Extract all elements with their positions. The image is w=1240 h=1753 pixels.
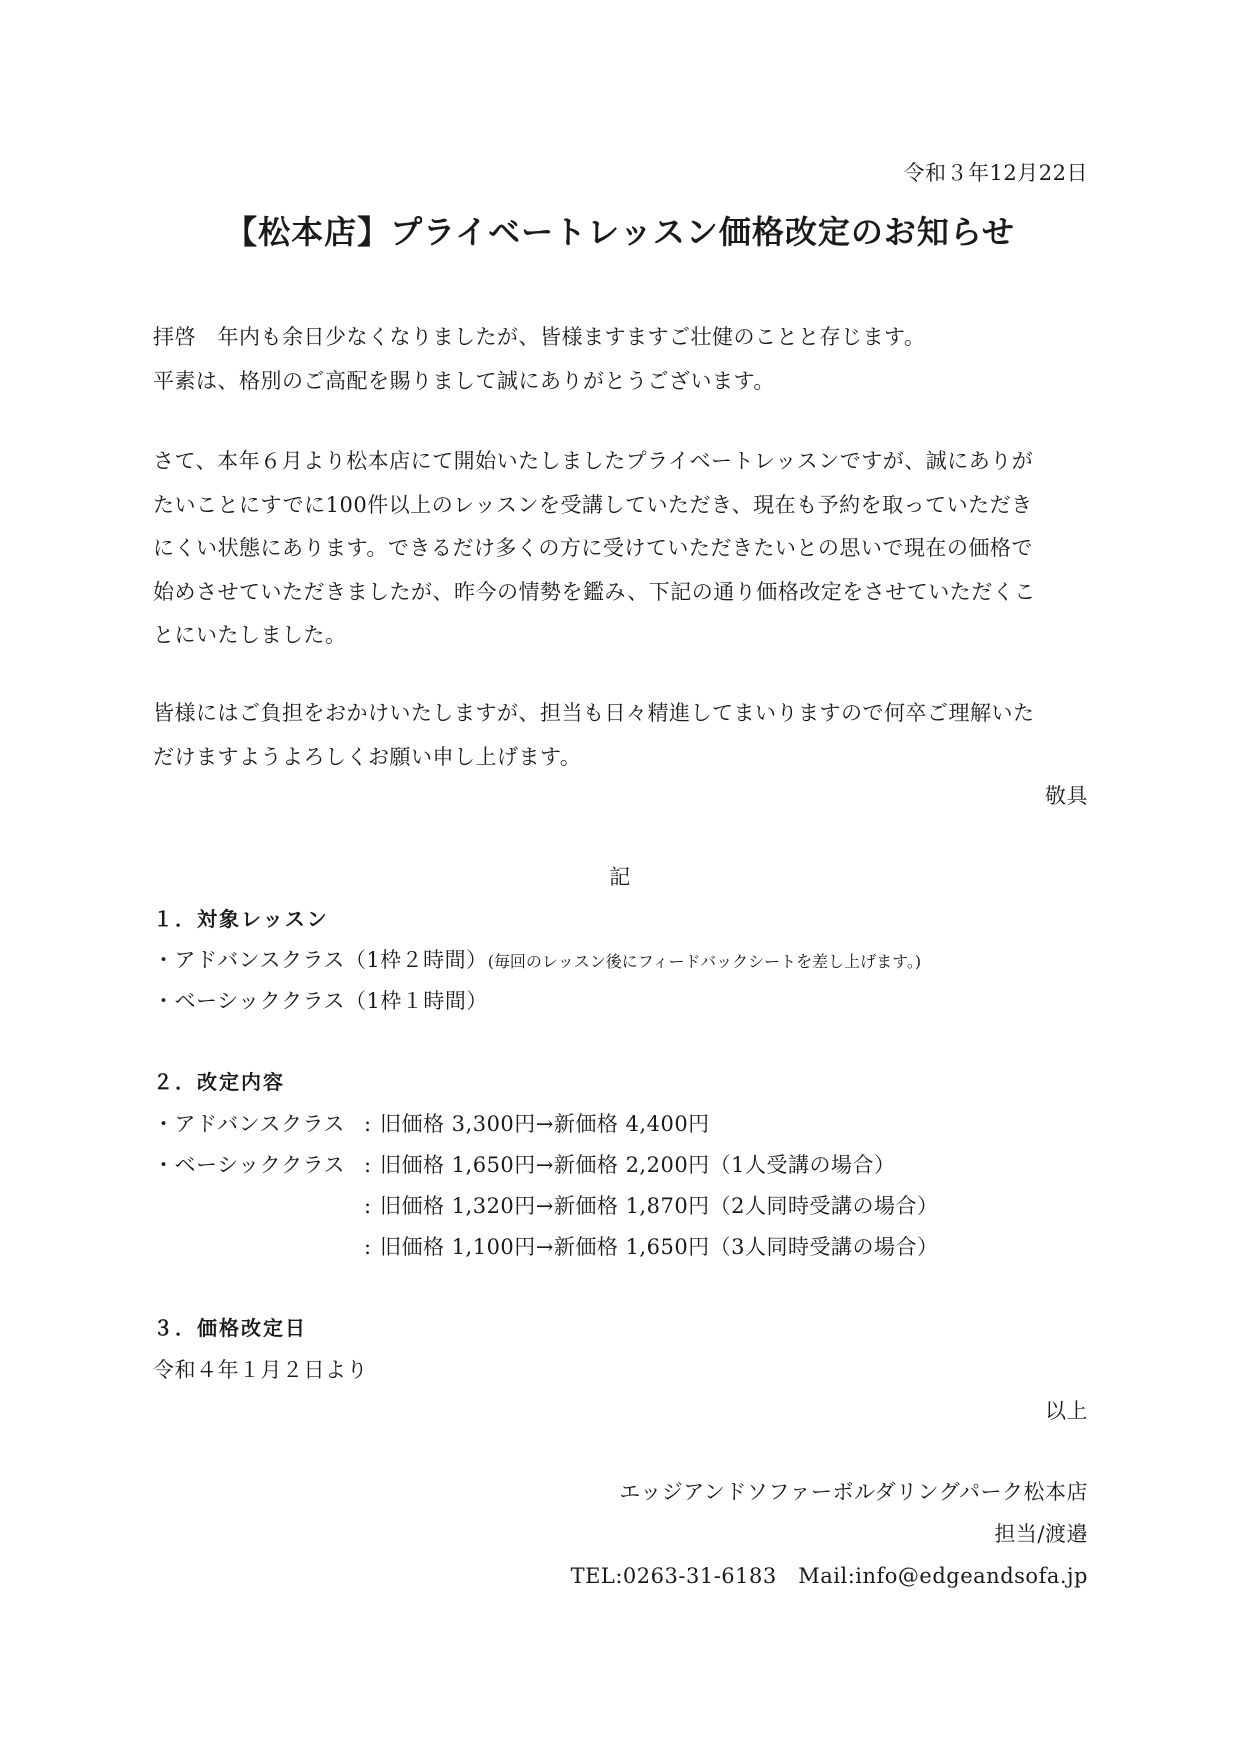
- greeting-line: 平素は、格別のご高配を賜りまして誠にありがとうございます。: [153, 368, 775, 393]
- closing-line: だけますようよろしくお願い申し上げます。: [153, 744, 582, 769]
- effective-date: 令和４年１月２日より: [153, 1358, 368, 1382]
- keigu-closing: 敬具: [1045, 784, 1088, 808]
- section1-item: [153, 945, 921, 977]
- body-line: さて、本年６月より松本店にて開始いたしましたプライベートレッスンですが、誠にありが: [153, 449, 1034, 473]
- signature-company: エッジアンドソファーボルダリングパーク松本店: [619, 1480, 1088, 1504]
- signature-contact: TEL:0263-31-6183 Mail:info@edgeandsofa.jp: [570, 1564, 1088, 1588]
- body-line: たいことにすでに100件以上のレッスンを受講していただき、現在も予約を取っていただき: [153, 492, 1033, 517]
- price-row-value: 旧価格 3,300円→新価格 4,400円: [380, 1112, 710, 1136]
- body-line: とにいたしました。: [153, 623, 347, 647]
- price-row-value: 旧価格 1,650円→新価格 2,200円（1人受講の場合）: [380, 1153, 896, 1177]
- body-line: にくい状態にあります。できるだけ多くの方に受けていただきたいとの思いで現在の価格で: [153, 536, 1033, 560]
- price-row-colon: :: [364, 1235, 372, 1259]
- document-date: 令和３年12月22日: [903, 161, 1088, 185]
- ijou-closing: 以上: [1045, 1399, 1088, 1423]
- price-row-label: ・アドバンスクラス: [153, 1112, 345, 1136]
- signature-staff: 担当/渡邉: [994, 1522, 1088, 1546]
- document-title: 【松本店】プライベートレッスン価格改定のお知らせ: [225, 213, 1015, 251]
- section1-heading: １．対象レッスン: [153, 907, 329, 931]
- section1-item: ・ベーシッククラス（1枠１時間）: [153, 989, 488, 1013]
- price-row-value: 旧価格 1,100円→新価格 1,650円（3人同時受講の場合）: [380, 1235, 939, 1259]
- price-row-colon: :: [364, 1153, 372, 1177]
- section3-heading: ３．価格改定日: [153, 1316, 307, 1340]
- closing-line: 皆様にはご負担をおかけいたしますが、担当も日々精進してまいりますので何卒ご理解いた: [153, 701, 1035, 725]
- section2-heading: ２．改定内容: [153, 1070, 285, 1094]
- greeting-paragraph: [153, 316, 1093, 403]
- price-row-label: ・ベーシッククラス: [153, 1153, 346, 1177]
- price-row-colon: :: [364, 1194, 372, 1218]
- price-row-colon: :: [364, 1112, 372, 1136]
- closing-paragraph: [153, 692, 1093, 779]
- greeting-line: 拝啓 年内も余日少なくなりましたが、皆様ますますご壮健のことと存じます。: [153, 325, 926, 349]
- section1-item-label: ・アドバンスクラス（1枠２時間）: [153, 948, 488, 972]
- price-row-value: 旧価格 1,320円→新価格 1,870円（2人同時受講の場合）: [380, 1194, 939, 1218]
- ki-marker: 記: [609, 865, 631, 889]
- body-line: 始めさせていただきましたが、昨今の情勢を鑑み、下記の通り価格改定をさせていただくこ: [153, 579, 1036, 604]
- section1-item-note: (毎回のレッスン後にフィードバックシートを差し上げます。): [487, 952, 922, 971]
- body-paragraph: [153, 440, 1093, 658]
